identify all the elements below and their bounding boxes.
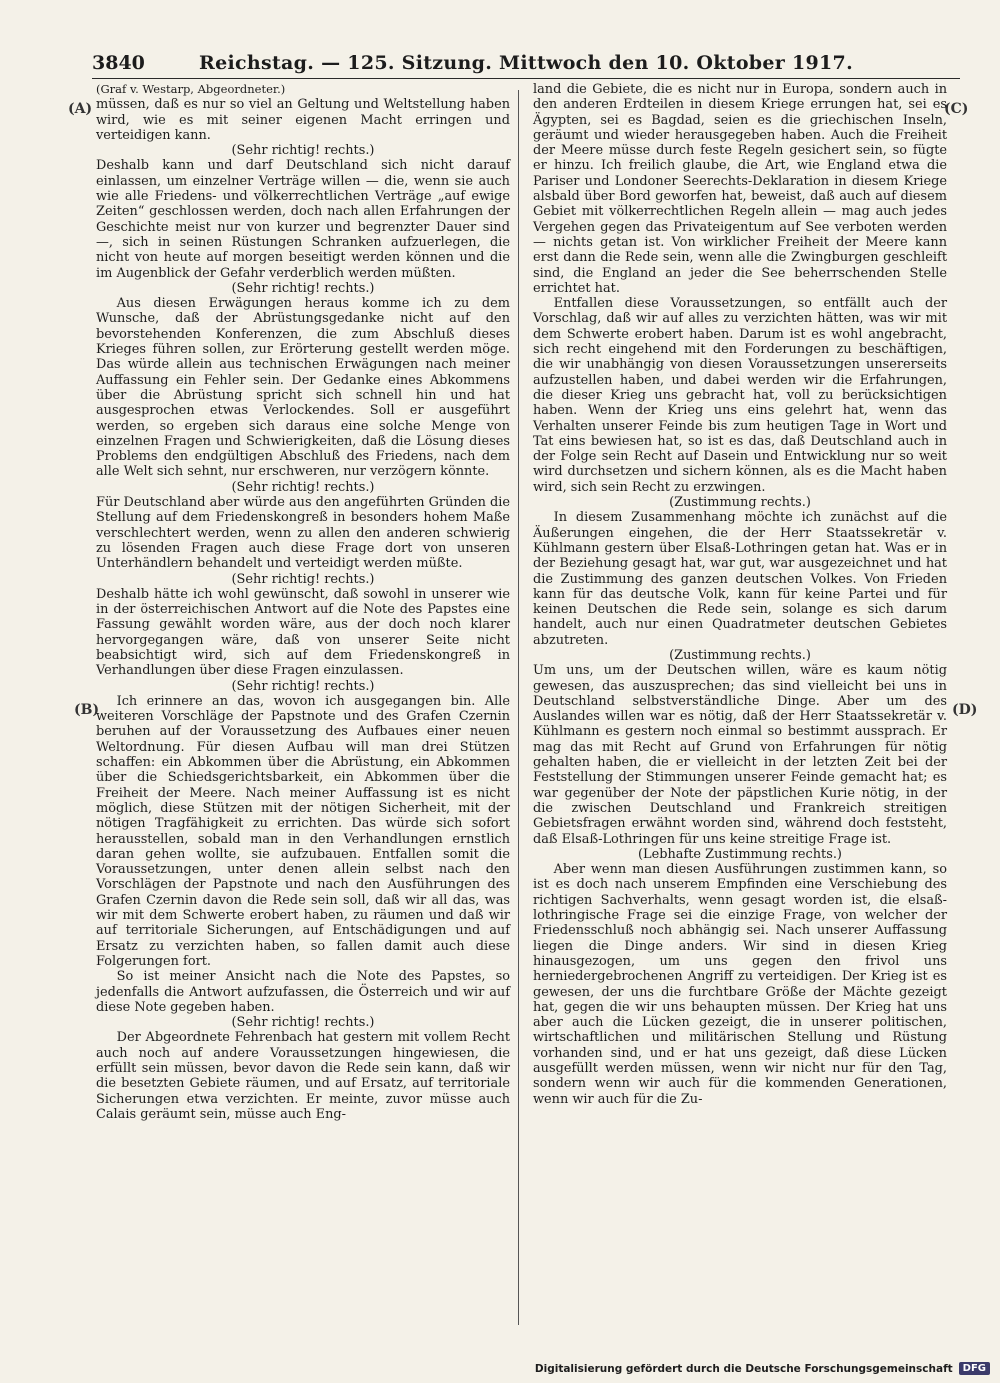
page-number: 3840 (92, 52, 145, 74)
speaker-note: (Graf v. Westarp, Abgeordneter.) (96, 82, 286, 96)
interjection: (Sehr richtig! rechts.) (231, 479, 375, 495)
margin-letter-a: (A) (68, 101, 93, 117)
dfg-logo: DFG (959, 1362, 990, 1375)
paragraph: Entfallen diese Voraussetzungen, so entfällt auch der Vorschlag, daß wir auf alles zu verzichten hätten, was wir mit dem Schwerte erobert haben. Darum ist es wohl angebracht, sich recht eingehend mit den Forderungen zu beschäftigen, die wir unabhängig von diesen Voraussetzungen unsererseits aufzustellen haben, und dabei werden wir die Erfahrungen, die dieser Krieg uns gebracht hat, voll zu berücksichtigen haben. Wenn der Krieg uns eins gelehrt hat, wenn das Verhalten unserer Feinde bis zum heutigen Tage in Wort und Tat eins bewiesen hat, so ist es das, daß Deutschland auch in der Folge sein Recht auf Dasein und Entwicklung nur so weit wird durchsetzen und sichern können, als es die Macht haben wird, sich sein Recht zu erzwingen. (533, 296, 947, 495)
paragraph: Der Abgeordnete Fehrenbach hat gestern mit vollem Recht auch noch auf andere Voraussetzungen hingewiesen, die erfüllt sein müssen, bevor davon die Rede sein kann, daß wir die besetzten Gebiete räumen, und auf Ersatz, auf territoriale Sicherungen etwa verzichten. Er meinte, zuvor müsse auch Calais geräumt sein, müsse auch Eng- (96, 1030, 510, 1122)
paragraph: So ist meiner Ansicht nach die Note des Papstes, so jedenfalls die Antwort aufzufassen, die Österreich und wir auf diese Note gegeben haben. (96, 969, 510, 1015)
paragraph: müssen, daß es nur so viel an Geltung und Weltstellung haben wird, wie es mit seiner eigenen Macht erringen und verteidigen kann. (96, 97, 510, 143)
paragraph: Ich erinnere an das, wovon ich ausgegangen bin. Alle weiteren Vorschläge der Papstnote und des Grafen Czernin beruhen auf der Voraussetzung des Aufbaues einer neuen Weltordnung. Für diesen Aufbau will man drei Stützen schaffen: ein Abkommen über die Abrüstung, ein Abkommen über die Schiedsgerichtsbarkeit, ein Abkommen über die Freiheit der Meere. Nach meiner Auffassung ist es nicht möglich, diese Stützen mit der nötigen Sicherheit, mit der nötigen Tragfähigkeit zu errichten. Das würde sich sofort herausstellen, sobald man in den Verhandlungen ernstlich daran gehen wollte, sie aufzubauen. Entfallen somit die Voraussetzungen, unter denen allein selbst nach den Vorschlägen der Papstnote und nach den Ausführungen des Grafen Czernin davon die Rede sein soll, daß wir all das, was wir mit dem Schwerte erobert haben, zu räumen und daß wir auf territoriale Sicherungen, auf Entschädigungen und auf Ersatz zu verzichten haben, so fallen damit auch diese Folgerungen fort. (96, 693, 510, 969)
left-column (96, 82, 510, 1122)
right-column (533, 82, 947, 1107)
paragraph: Deshalb kann und darf Deutschland sich nicht darauf einlassen, um einzelner Verträge willen — die, wenn sie auch wie alle Friedens- und völkerrechtlichen Verträge „auf ewige Zeiten“ geschlossen werden, doch nach allen Erfahrungen der Geschichte meist nur von kurzer und begrenzter Dauer sind —, sich in seinen Rüstungen Schranken aufzuerlegen, die nicht von heute auf morgen beseitigt werden können und die im Augenblick der Gefahr verderblich werden müßten. (96, 158, 510, 281)
column-separator (518, 90, 519, 1325)
page-header (92, 48, 960, 79)
paragraph: Aber wenn man diesen Ausführungen zustimmen kann, so ist es doch nach unserem Empfinden eine Verschiebung des richtigen Sachverhalts, wenn gesagt worden ist, die elsaß-lothringische Frage sei die einzige Frage, von welcher der Friedensschluß noch abhängig sei. Nach unserer Auffassung liegen die Dinge anders. Wir sind in diesen Krieg hinausgezogen, um uns gegen den frivol uns herniedergebrochenen Angriff zu verteidigen. Der Krieg ist es gewesen, der uns die furchtbare Größe der Mächte gezeigt hat, gegen die wir uns behaupten müssen. Der Krieg hat uns aber auch die Lücken gezeigt, die in unserer politischen, wirtschaftlichen und militärischen Stellung und Rüstung vorhanden sind, und er hat uns gezeigt, daß diese Lücken ausgefüllt werden müssen, wenn wir nicht nur für den Tag, sondern wenn wir auch für die kommenden Generationen, wenn wir auch für die Zu- (533, 862, 947, 1107)
margin-letter-d: (D) (952, 702, 978, 718)
interjection: (Zustimmung rechts.) (669, 495, 811, 511)
interjection: (Zustimmung rechts.) (669, 647, 811, 663)
paragraph: Um uns, um der Deutschen willen, wäre es kaum nötig gewesen, das auszusprechen; das sind vielleicht bei uns in Deutschland selbstverständliche Dinge. Aber um des Auslandes willen war es nötig, daß der Herr Staatssekretär v. Kühlmann es gestern noch einmal so bestimmt aussprach. Er mag das mit Recht auf Grund von Erfahrungen für nötig gehalten haben, die er vielleicht in der letzten Zeit bei der Feststellung der Stimmungen unserer Feinde gemacht hat; es war gegenüber der Note der päpstlichen Kurie nötig, in der die zwischen Deutschland und Frankreich streitigen Gebietsfragen erwähnt worden sind, während doch feststeht, daß Elsaß-Lothringen für uns keine streitige Frage ist. (533, 663, 947, 847)
footer-text: Digitalisierung gefördert durch die Deutsche Forschungsgemeinschaft (534, 1362, 953, 1375)
interjection: (Sehr richtig! rechts.) (231, 571, 375, 587)
interjection: (Sehr richtig! rechts.) (231, 678, 375, 694)
digitization-footer (535, 1362, 990, 1375)
paragraph: Für Deutschland aber würde aus den angeführten Gründen die Stellung auf dem Friedenskongreß in besonders hohem Maße verschlechtert werden, wenn zu allen den anderen schwierig zu lösenden Fragen auch diese Frage dort von unseren Unterhändlern behandelt und verteidigt werden müßte. (96, 495, 510, 572)
interjection: (Sehr richtig! rechts.) (231, 1015, 375, 1031)
interjection: (Sehr richtig! rechts.) (231, 280, 375, 296)
paragraph: land die Gebiete, die es nicht nur in Europa, sondern auch in den anderen Erdteilen in diesem Kriege errungen hat, sei es Ägypten, sei es Bagdad, seien es die griechischen Inseln, geräumt und wieder herausgegeben haben. Auch die Freiheit der Meere müsse durch feste Regeln gesichert sein, so fügte er hinzu. Ich freilich glaube, die Art, wie England etwa die Pariser und Londoner Seerechts-Deklaration in diesem Kriege alsbald über Bord geworfen hat, beweist, daß auch auf diesem Gebiet mit völkerrechtlichen Regeln allein — mag auch jedes Vergehen gegen das Privateigentum auf See verboten werden — nichts getan ist. Von wirklicher Freiheit der Meere kann erst dann die Rede sein, wenn alle die Zwingburgen geschleift sind, die England an jeder die See beherrschenden Stelle errichtet hat. (533, 82, 947, 296)
interjection: (Sehr richtig! rechts.) (231, 143, 375, 159)
paragraph: Aus diesen Erwägungen heraus komme ich zu dem Wunsche, daß der Abrüstungsgedanke nicht auf den bevorstehenden Konferenzen, die zum Abschluß dieses Krieges führen sollen, zur Erörterung gestellt werden möge. Das würde allein aus technischen Erwägungen nach meiner Auffassung ein Fehler sein. Der Gedanke eines Abkommens über die Abrüstung spricht sich schnell hin und hat ausgesprochen etwas Verlockendes. Soll er ausgeführt werden, so ergeben sich daraus eine solche Menge von einzelnen Fragen und Schwierigkeiten, daß die Lösung dieses Problems den endgültigen Abschluß des Friedens, nach dem alle Welt sich sehnt, nur erschweren, nur verzögern könnte. (96, 296, 510, 480)
paragraph: Deshalb hätte ich wohl gewünscht, daß sowohl in unserer wie in der österreichischen Antwort auf die Note des Papstes eine Fassung gewählt worden wäre, aus der doch noch klarer hervorgegangen wäre, daß von unserer Seite nicht beabsichtigt wird, sich auf dem Friedenskongreß in Verhandlungen über diese Fragen einzulassen. (96, 586, 510, 679)
running-title: Reichstag. — 125. Sitzung. Mittwoch den 10. Oktober 1917. (199, 52, 853, 74)
paragraph: In diesem Zusammenhang möchte ich zunächst auf die Äußerungen eingehen, die der Herr Staatssekretär v. Kühlmann gestern über Elsaß-Lothringen getan hat. Was er in der Beziehung gesagt hat, war gut, war ausgezeichnet und hat die Zustimmung des ganzen deutschen Volkes. Von Frieden kann für das deutsche Volk, kann für keine Partei und für keinen Deutschen die Rede sein, solange es sich darum handelt, auch nur einen Quadratmeter deutschen Gebietes abzutreten. (533, 510, 947, 648)
margin-letter-b: (B) (74, 702, 100, 718)
interjection: (Lebhafte Zustimmung rechts.) (638, 846, 842, 862)
margin-letter-c: (C) (944, 101, 969, 117)
